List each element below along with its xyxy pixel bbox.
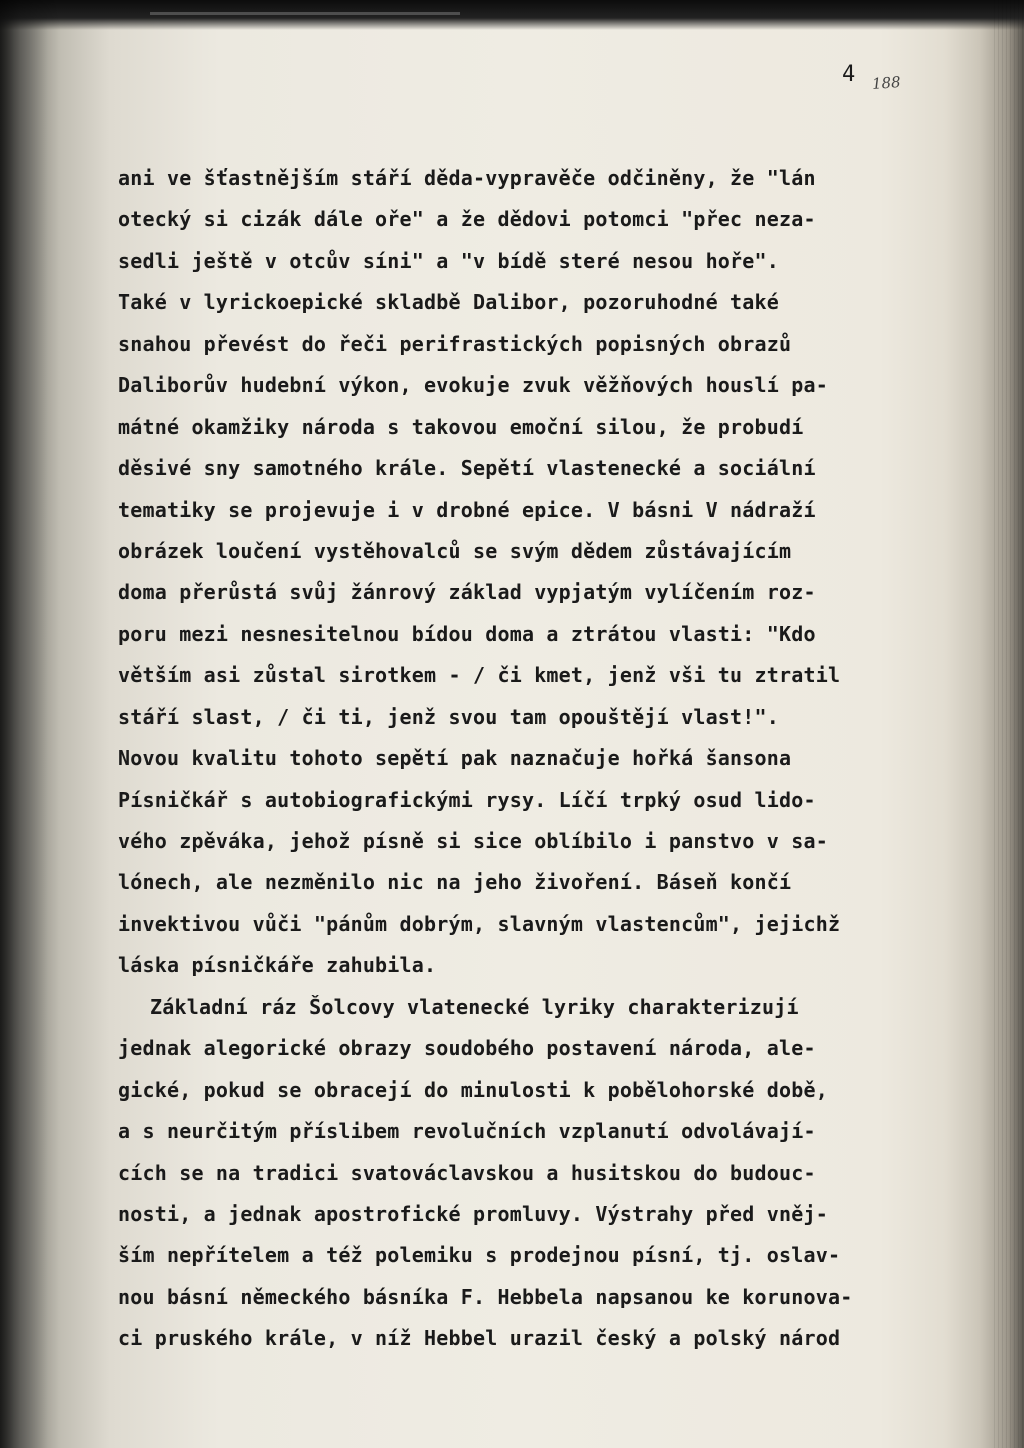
text-line: Písničkář s autobiografickými rysy. Líčí trpký osud lido- [118, 787, 816, 812]
text-line: Novou kvalitu tohoto sepětí pak naznačuje hořká šansona [118, 746, 792, 771]
text-line: invektivou vůči "pánům dobrým, slavným vlastencům", jejichž [118, 911, 841, 936]
text-line: jednak alegorické obrazy soudobého postavení národa, ale- [118, 1036, 816, 1061]
text-line: mátné okamžiky národa s takovou emoční silou, že probudí [118, 414, 804, 439]
text-line: Daliborův hudební výkon, evokuje zvuk věžňových houslí pa- [118, 373, 828, 398]
text-line: větším asi zůstal sirotkem - / či kmet, jenž vši tu ztratil [118, 663, 841, 688]
text-line: láska písničkáře zahubila. [118, 953, 437, 978]
text-line: poru mezi nesnesitelnou bídou doma a ztrátou vlasti: "Kdo [118, 621, 816, 646]
handwritten-archive-number: 188 [871, 73, 902, 93]
text-line: doma přerůstá svůj žánrový základ vypjatým vylíčením roz- [118, 580, 816, 605]
typed-text-block [118, 158, 878, 1360]
text-line: cích se na tradici svatováclavskou a husitskou do budouc- [118, 1160, 816, 1185]
page-stack-edge [994, 0, 1024, 1448]
text-line: ším nepřítelem a též polemiku s prodejnou písní, tj. oslav- [118, 1243, 841, 1268]
binding-shadow [0, 0, 60, 1448]
text-line: ani ve šťastnějším stáří děda-vypravěče odčiněny, že "lán [118, 166, 816, 190]
text-line: stáří slast, / či ti, jenž svou tam opouštějí vlast!". [118, 704, 780, 729]
page-number: 4 [842, 62, 856, 87]
text-line: tematiky se projevuje i v drobné epice. V básni V nádraží [118, 497, 816, 522]
text-line: gické, pokud se obracejí do minulosti k pobělohorské době, [118, 1077, 828, 1102]
text-line: snahou převést do řeči perifrastických popisných obrazů [118, 331, 792, 356]
text-line: obrázek loučení vystěhovalců se svým dědem zůstávajícím [118, 538, 792, 563]
text-line: nou básní německého básníka F. Hebbela napsanou ke korunova- [118, 1284, 853, 1309]
text-line: lónech, ale nezměnilo nic na jeho živoření. Báseň končí [118, 870, 792, 895]
text-line: vého zpěváka, jehož písně si sice oblíbilo i panstvo v sa- [118, 829, 828, 853]
text-line: sedli ještě v otcův síni" a "v bídě steré nesou hoře". [118, 248, 780, 273]
text-line: děsivé sny samotného krále. Sepětí vlastenecké a sociální [118, 456, 816, 481]
text-line: nosti, a jednak apostrofické promluvy. Výstrahy před vněj- [118, 1201, 828, 1226]
text-line: ci pruského krále, v níž Hebbel urazil český a polský národ [118, 1326, 841, 1351]
scan-top-edge [0, 0, 1024, 30]
text-line: Základní ráz Šolcovy vlatenecké lyriky charakterizují [150, 994, 799, 1019]
text-line: Také v lyrickoepické skladbě Dalibor, pozoruhodné také [118, 290, 780, 315]
text-line: otecký si cizák dále oře" a že dědovi potomci "přec neza- [118, 207, 816, 232]
text-line: a s neurčitým příslibem revolučních vzplanutí odvolávají- [118, 1119, 816, 1144]
